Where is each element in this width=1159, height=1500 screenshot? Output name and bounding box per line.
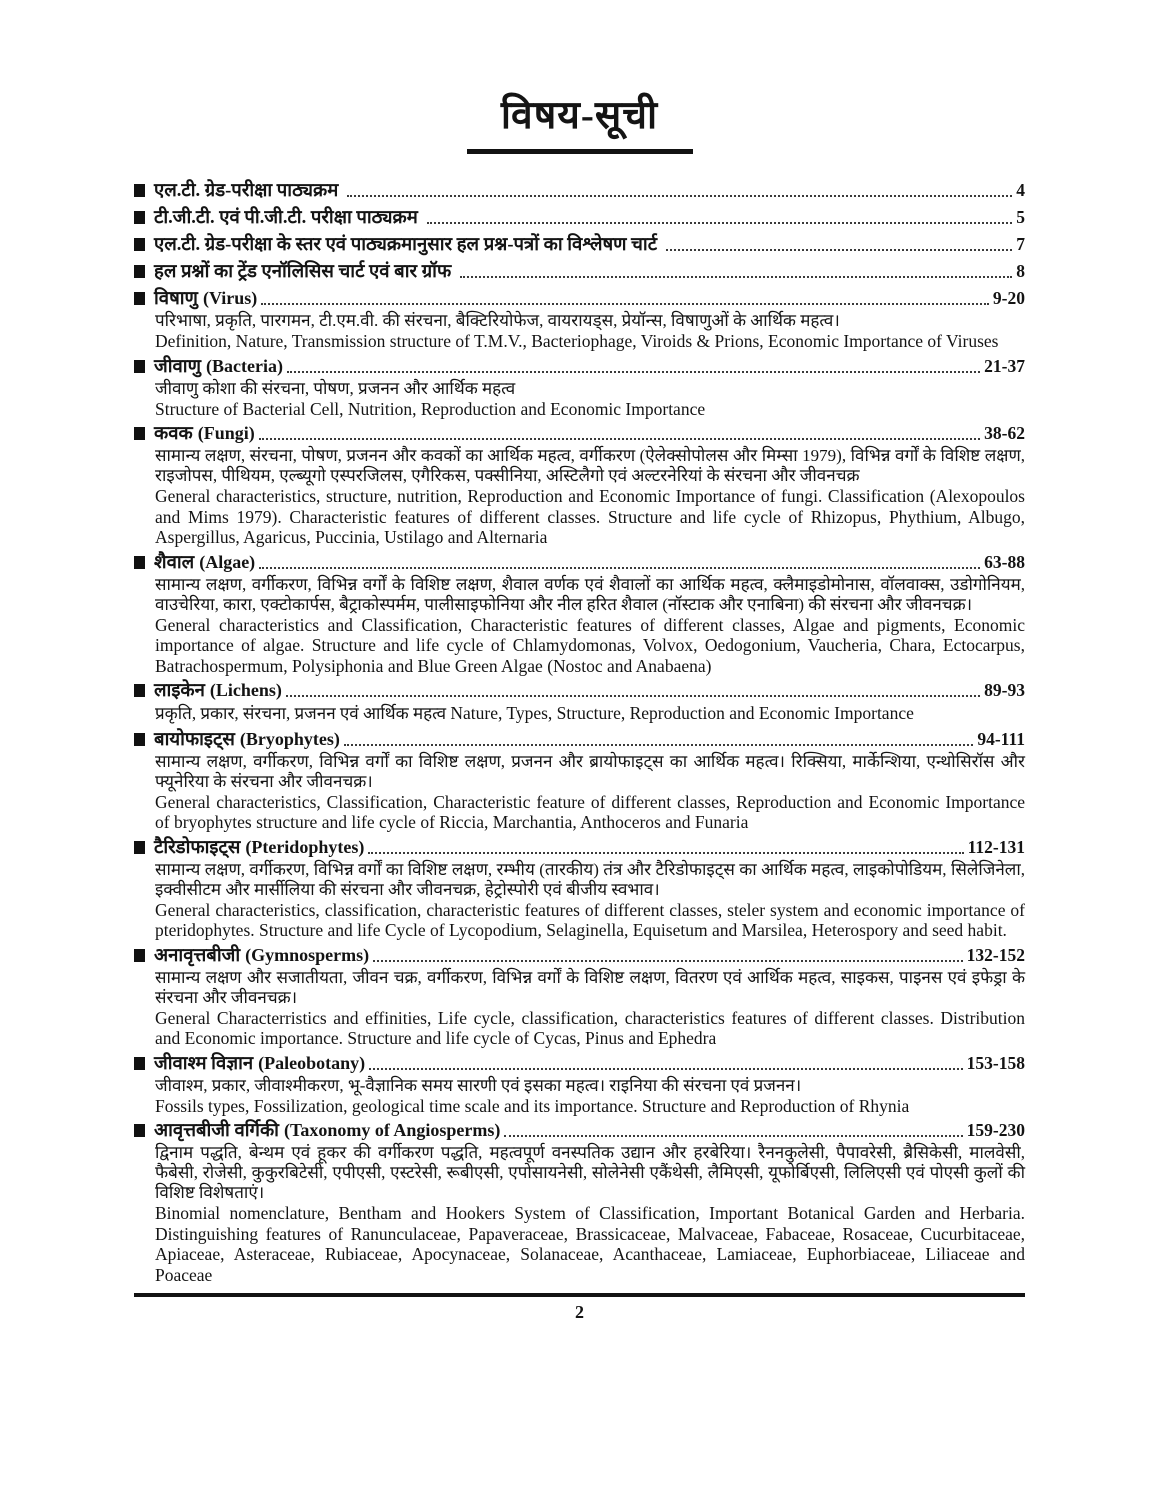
square-bullet-icon <box>134 238 145 251</box>
toc-entry-row <box>134 943 1025 968</box>
square-bullet-icon <box>134 360 145 373</box>
dotted-leader <box>259 567 980 569</box>
toc-entry-desc-english: Binomial nomenclature, Bentham and Hookers System of Classification, Important Botanical Garden and Herbaria. Distinguishing features of Ranunculaceae, Papaveraceae, Brassicaceae, Malvaceae, Fabaceae, Rosaceae, Cucurbitaceae, Apiaceae, Asteraceae, Rubiaceae, Apocynaceae, Solanaceae, Acanthaceae, Lamiaceae, Euphorbiaceae, Liliaceae and Poaceae <box>155 1203 1025 1285</box>
dotted-leader <box>504 1135 962 1137</box>
dotted-leader <box>373 960 963 962</box>
toc-entry-desc-english: General characteristics, classification, characteristic features of different classes, steler system and economic importance of pteridophytes. Structure and life Cycle of Lycopodium, Selaginella, Equisetum and Marsilea, Heterospory and seed habit. <box>155 899 1025 940</box>
toc-entry-row <box>134 421 1025 446</box>
toc-entry-title-hindi: अनावृत्तबीजी <box>154 945 241 966</box>
toc-entry-page-number: 94-111 <box>977 728 1025 749</box>
toc-entry-desc-hindi: जीवाणु कोशा की संरचना, पोषण, प्रजनन और आर्थिक महत्व <box>155 378 516 398</box>
toc-entry-title-english: (Virus) <box>202 288 258 308</box>
toc-entry-title-hindi: टी.जी.टी. एवं पी.जी.टी. परीक्षा पाठ्यक्रम <box>154 208 418 228</box>
toc-entry-page-number: 153-158 <box>966 1052 1025 1073</box>
toc-entry-row <box>134 835 1025 860</box>
toc-entry-title-english: (Pteridophytes) <box>245 836 365 857</box>
toc-entry-desc-english: Definition, Nature, Transmission structure of T.M.V., Bacteriophage, Viroids & Prions, Economic Importance of Viruses <box>155 331 999 351</box>
toc-entry-page-number: 21-37 <box>984 355 1025 376</box>
toc-entry-row <box>134 286 1025 311</box>
dotted-leader <box>369 1068 963 1070</box>
toc-entry-title-english: (Taxonomy of Angiosperms) <box>283 1120 501 1140</box>
toc-entry-page-number: 9-20 <box>992 288 1025 308</box>
toc-entry <box>134 286 1025 352</box>
toc-entry-page-number: 5 <box>1016 207 1025 227</box>
toc-entry-row <box>134 205 1025 230</box>
dotted-leader <box>460 276 1012 278</box>
toc-entry-desc-hindi: सामान्य लक्षण, संरचना, पोषण, प्रजनन और कवकों का आर्थिक महत्व, वर्गीकरण (ऐलेक्सोपोलस और मिम्सा 1979), विभिन्न वर्गों के विशिष्ट लक्षण, राइजोपस, पीथियम, एल्ब्यूगो एस्परजिलस, एगैरिकस, पक्सीनिया, अस्टिलैगो एवं अल्टरनेरियां के संरचना और जीवनचक्र <box>155 446 1025 485</box>
toc-entry-title-hindi: विषाणु <box>154 289 198 309</box>
toc-entry <box>134 232 1025 257</box>
toc-entry-page-number: 112-131 <box>967 836 1025 857</box>
toc-entry-row <box>134 178 1025 203</box>
toc-entry-title-hindi: कवक <box>154 424 193 444</box>
square-bullet-icon <box>134 1057 145 1070</box>
toc-entry-title-hindi: एल.टी. ग्रेड-परीक्षा पाठ्यक्रम <box>154 181 339 201</box>
toc-entry-row <box>134 727 1025 752</box>
square-bullet-icon <box>134 184 145 197</box>
toc-entry-desc-hindi: सामान्य लक्षण, वर्गीकरण, विभिन्न वर्गों का विशिष्ट लक्षण, रम्भीय (तारकीय) तंत्र और टैरिडोफाइट्स का आर्थिक महत्व, लाइकोपोडियम, सिलेजिनेला, इक्वीसीटम और मार्सीलिया की संरचना और जीवनचक्र, हेट्रोस्पोरी एवं बीजीय स्वभाव। <box>155 859 1025 899</box>
toc-entry-desc-hindi: जीवाश्म, प्रकार, जीवाश्मीकरण, भू-वैज्ञानिक समय सारणी एवं इसका महत्व। राइनिया की संरचना एवं प्रजनन। <box>155 1075 802 1095</box>
toc-entry <box>134 178 1025 203</box>
toc-entry-desc-english: General characteristics and Classification, Characteristic features of different classes, Algae and pigments, Economic importance of algae. Structure and life cycle of Chlamydomonas, Volvox, Oedogonium, Vaucheria, Chara, Ectocarpus, Batrachospermum, Polysiphonia and Blue Green Algae (Nostoc and Anabaena) <box>155 614 1025 676</box>
toc-entry-row <box>134 259 1025 284</box>
toc-entry-row <box>134 678 1025 703</box>
square-bullet-icon <box>134 949 145 962</box>
toc-entry-desc-hindi: सामान्य लक्षण और सजातीयता, जीवन चक्र, वर्गीकरण, विभिन्न वर्गों के विशिष्ट लक्षण, वितरण एवं आर्थिक महत्व, साइकस, पाइनस एवं इफेड्रा के संरचना और जीवनचक्र। <box>155 967 1026 1007</box>
toc-entry <box>134 205 1025 230</box>
dotted-leader <box>344 744 973 746</box>
toc-entry-desc-english: General Characterristics and effinities, Life cycle, classification, characteristics features of different classes. Distribution and Economic importance. Structure and life cycle of Cycas, Pinus and Ephedra <box>155 1007 1025 1048</box>
toc-entry-page-number: 89-93 <box>984 680 1025 700</box>
page-title: विषय-सूची <box>500 94 659 137</box>
toc-entry-desc-hindi: द्विनाम पद्धति, बेन्थम एवं हूकर की वर्गीकरण पद्धति, महत्वपूर्ण वनस्पतिक उद्यान और हरबेरिया। रैननकुलेसी, पैपावरेसी, ब्रैसिकेसी, मालवेसी, फैबेसी, रोजेसी, कुकुरबिटेसी, एपीएसी, एस्टरेसी, रूबीएसी, एपोसायनेसी, सोलेनेसी एकैंथेसी, लैमिएसी, यूफोर्बिएसी, लिलिएसी एवं पोएसी कुलों की विशिष्ट विशेषताएं। <box>155 1143 1025 1202</box>
dotted-leader <box>347 195 1012 197</box>
dotted-leader <box>427 222 1012 224</box>
toc-entry-title-english: (Algae) <box>199 551 256 572</box>
toc-entry-title-hindi: एल.टी. ग्रेड-परीक्षा के स्तर एवं पाठ्यक्रमानुसार हल प्रश्न-पत्रों का विश्लेषण चार्ट <box>154 235 658 255</box>
toc-entry-title-hindi: हल प्रश्नों का ट्रेंड एनॉलिसिस चार्ट एवं बार ग्रॉफ <box>154 262 452 282</box>
toc-entry-title-hindi: शैवाल <box>154 552 195 573</box>
toc-entry-title-hindi: जीवाश्म विज्ञान <box>154 1053 254 1074</box>
dotted-leader <box>286 695 980 697</box>
toc-entry-page-number: 8 <box>1016 261 1025 281</box>
dotted-leader <box>287 371 980 373</box>
square-bullet-icon <box>134 556 145 569</box>
title-underline <box>467 149 693 154</box>
dotted-leader <box>368 852 963 854</box>
toc-entry <box>134 943 1025 1049</box>
toc-entry-page-number: 63-88 <box>984 551 1025 572</box>
toc-entry <box>134 678 1025 725</box>
toc-entry <box>134 421 1025 548</box>
toc-entry-title-english: (Lichens) <box>209 680 282 700</box>
page-footer <box>134 1293 1025 1324</box>
toc-entry-title-english: (Bacteria) <box>205 355 283 376</box>
toc-entry-page-number: 38-62 <box>984 423 1025 443</box>
toc-entry-title-english: (Paleobotany) <box>258 1052 366 1073</box>
square-bullet-icon <box>134 733 145 746</box>
toc-entry-page-number: 132-152 <box>966 944 1025 965</box>
toc-entry-title-hindi: लाइकेन <box>154 681 205 701</box>
toc-entry-row <box>134 1118 1025 1143</box>
toc-entry-row <box>134 550 1025 575</box>
toc-entry <box>134 1051 1025 1117</box>
footer-page-number: 2 <box>575 1302 584 1322</box>
toc-entry-row <box>134 1051 1025 1076</box>
dotted-leader <box>259 438 980 440</box>
toc-entry-desc-english: General characteristics, structure, nutrition, Reproduction and Economic Importance of fungi. Classification (Alexopoulos and Mims 1979). Characteristic features of different classes. Structure and life cycle of Rhizopus, Phythium, Albugo, Aspergillus, Agaricus, Puccinia, Ustilago and Alternaria <box>155 486 1025 547</box>
toc-entry-row <box>134 354 1025 379</box>
dotted-leader <box>666 249 1012 251</box>
toc-entry <box>134 835 1025 941</box>
dotted-leader <box>261 303 989 305</box>
toc-entry-title-english: (Bryophytes) <box>239 728 340 749</box>
toc-entry-desc-hindi: परिभाषा, प्रकृति, पारगमन, टी.एम.वी. की संरचना, बैक्टिरियोफेज, वायरायड्स, प्रेयॉन्स, विषाणुओं के आर्थिक महत्व। <box>155 311 840 330</box>
toc-entry-desc-hindi: सामान्य लक्षण, वर्गीकरण, विभिन्न वर्गों का विशिष्ट लक्षण, प्रजनन और ब्रायोफाइट्स का आर्थिक महत्व। रिक्सिया, मार्केन्शिया, एन्थोसिरॉस और फ्यूनेरिया के संरचना और जीवनचक्र। <box>155 751 1025 791</box>
toc-entry-desc-english: Fossils types, Fossilization, geological time scale and its importance. Structure and Reproduction of Rhynia <box>155 1095 910 1116</box>
toc-entry-title-hindi: टैरिडोफाइट्स <box>154 837 241 858</box>
toc-entry-title-english: (Gymnosperms) <box>245 944 370 965</box>
toc-entry-page-number: 159-230 <box>966 1120 1025 1140</box>
toc-entry-desc-english: Structure of Bacterial Cell, Nutrition, Reproduction and Economic Importance <box>155 398 706 419</box>
toc-entry-desc-hindi: सामान्य लक्षण, वर्गीकरण, विभिन्न वर्गों के विशिष्ट लक्षण, शैवाल वर्णक एवं शैवालों का आर्थिक महत्व, क्लैमाइडोमोनास, वॉलवाक्स, उडोगोनियम, वाउचेरिया, कारा, एक्टोकार्पस, बैट्राकोस्पर्मम, पालीसाइफोनिया और नील हरित शैवाल (नॉस्टाक और एनाबिना) की संरचना और जीवनचक्र। <box>155 574 1025 614</box>
page-header <box>134 92 1025 154</box>
toc-entry-title-hindi: बायोफाइट्स <box>154 729 235 750</box>
toc-entry <box>134 550 1025 677</box>
toc-entry <box>134 259 1025 284</box>
toc-entry <box>134 727 1025 833</box>
square-bullet-icon <box>134 292 145 305</box>
toc-entry-desc-combined <box>134 703 1025 725</box>
toc-list <box>134 178 1025 1285</box>
square-bullet-icon <box>134 1124 145 1137</box>
square-bullet-icon <box>134 211 145 224</box>
square-bullet-icon <box>134 265 145 278</box>
square-bullet-icon <box>134 684 145 697</box>
toc-entry-title-hindi: जीवाणु <box>154 356 201 377</box>
toc-entry <box>134 1118 1025 1285</box>
toc-entry-desc-english: General characteristics, Classification, Characteristic feature of different classes, Reproduction and Economic Importance of bryophytes structure and life cycle of Riccia, Marchantia, Anthoceros and Funaria <box>155 791 1025 832</box>
toc-entry-title-hindi: आवृत्तबीजी वर्गिकी <box>154 1121 279 1141</box>
square-bullet-icon <box>134 841 145 854</box>
toc-entry-row <box>134 232 1025 257</box>
square-bullet-icon <box>134 427 145 440</box>
toc-entry-page-number: 7 <box>1016 234 1025 254</box>
toc-entry <box>134 354 1025 420</box>
toc-entry-title-english: (Fungi) <box>197 423 255 443</box>
toc-entry-page-number: 4 <box>1016 180 1025 200</box>
desc-hindi-inline: प्रकृति, प्रकार, संरचना, प्रजनन एवं आर्थिक महत्व <box>155 704 447 723</box>
footer-rule <box>134 1293 1025 1297</box>
desc-english-inline: Nature, Types, Structure, Reproduction and Economic Importance <box>450 703 914 723</box>
